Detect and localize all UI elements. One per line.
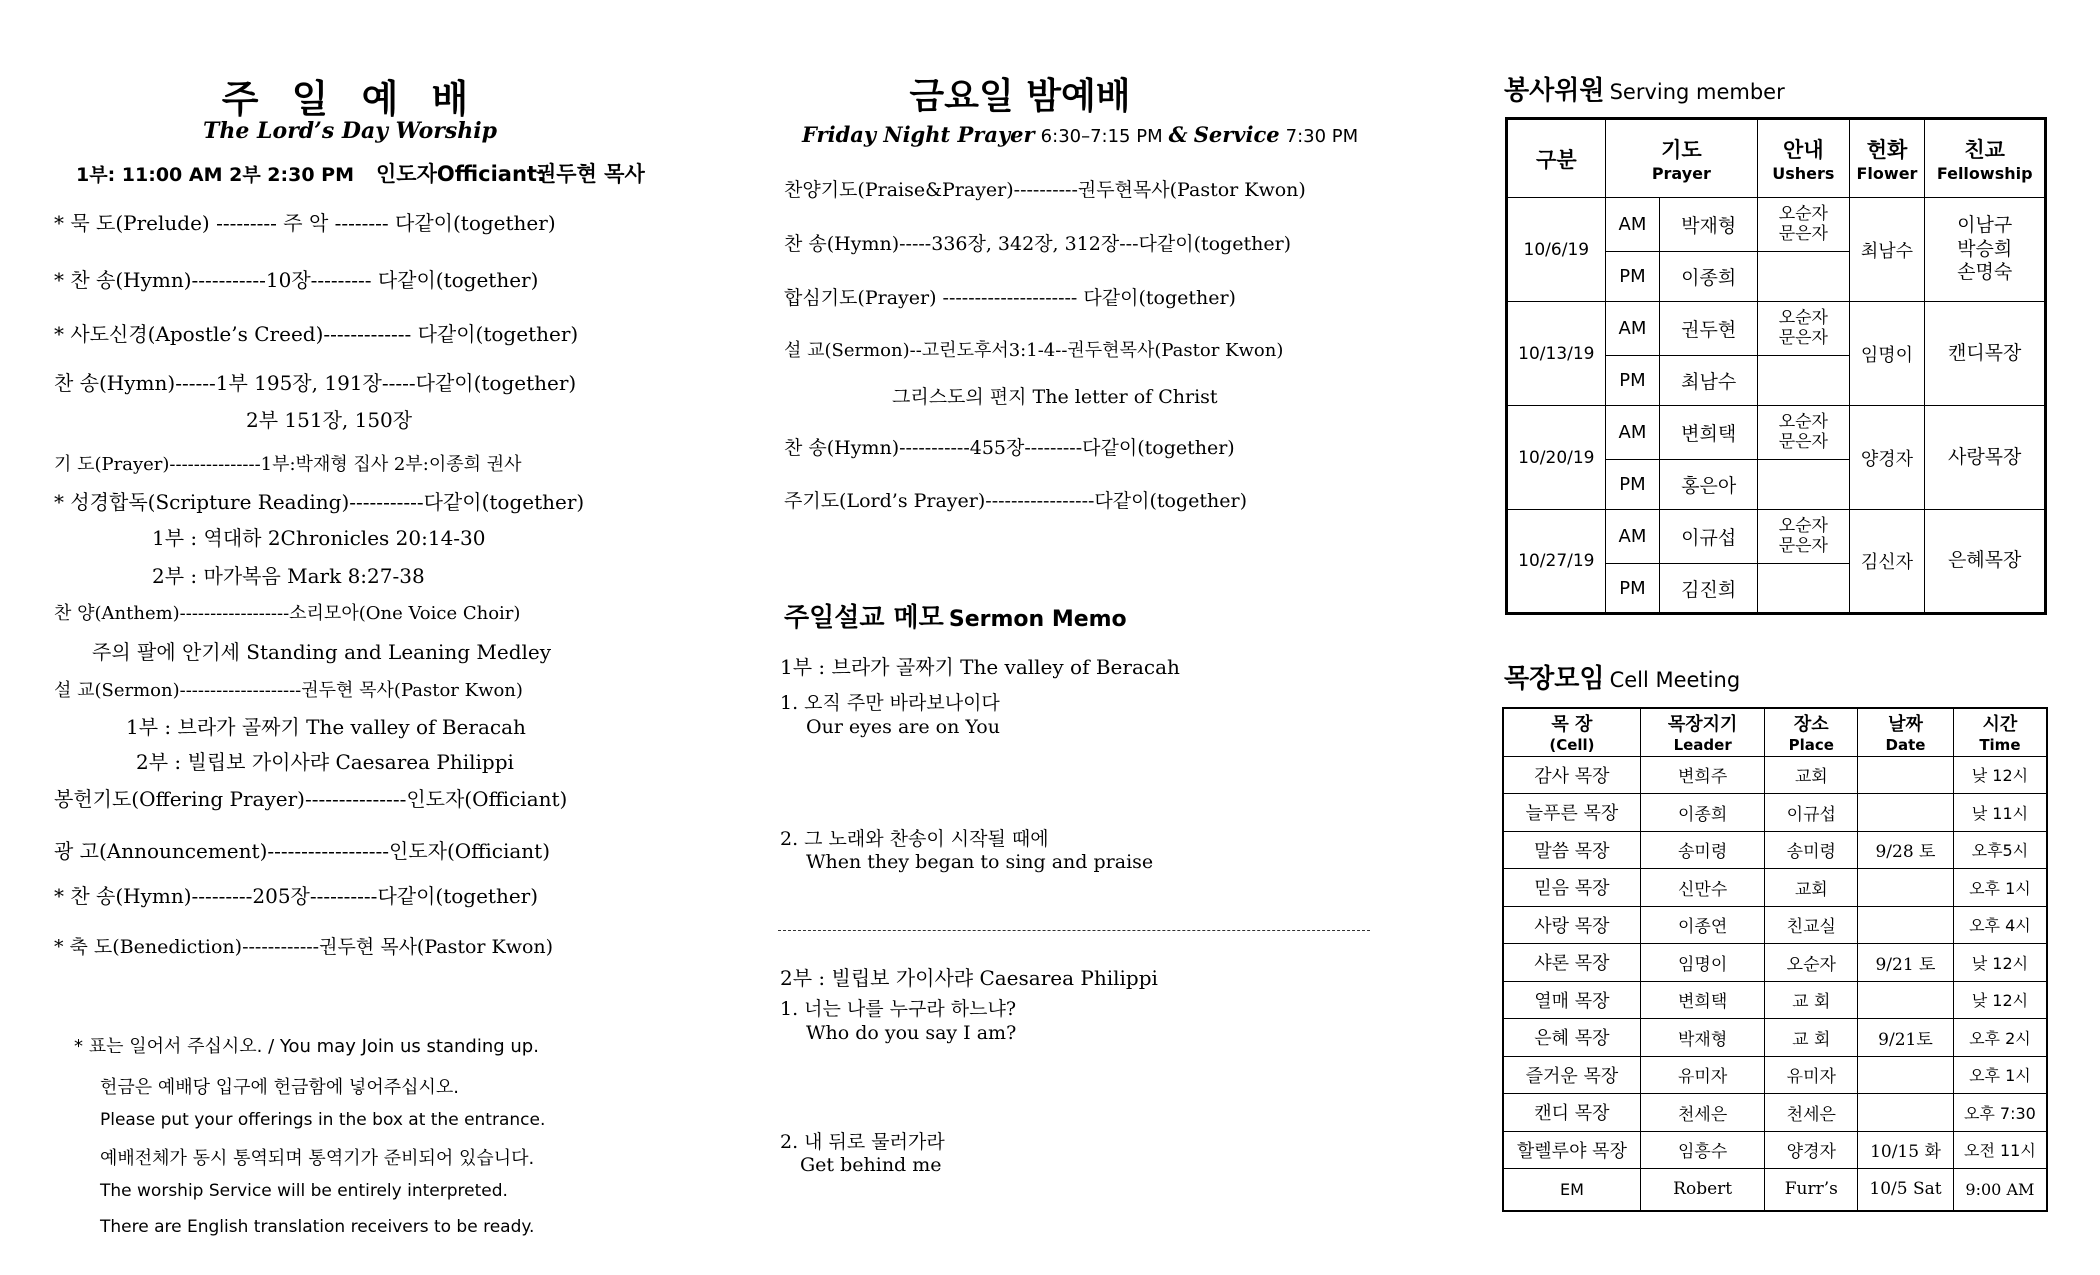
serving-row-am: [1507, 198, 2046, 252]
serving-pm-prayer: 김진희: [1660, 564, 1758, 614]
memo-divider: [778, 930, 1370, 931]
cell-header-cell-en: (Cell): [1549, 736, 1595, 755]
serving-am-label: AM: [1605, 510, 1660, 564]
service-times: 1부: 11:00 AM 2부 2:30 PM: [76, 164, 355, 186]
serving-header-ushers-ko: 안내: [1783, 138, 1824, 162]
serving-title-en: Serving member: [1609, 80, 1785, 104]
cell-date: [1858, 794, 1954, 832]
cell-leader: 변희주: [1640, 756, 1765, 794]
cell-header-cell-ko: 목 장: [1551, 714, 1593, 736]
serving-header-fellowship-ko: 친교: [1964, 138, 2005, 162]
friday-praise-prayer: 찬양기도(Praise&Prayer)----------권두현목사(Pastor Kwon): [784, 179, 1306, 201]
serving-pm-prayer: 홍은아: [1660, 460, 1758, 510]
cell-header-leader-ko: 목장지기: [1667, 714, 1738, 736]
cell-name: 믿음 목장: [1503, 869, 1640, 907]
cell-date: [1858, 981, 1954, 1019]
serving-row-am: [1507, 406, 2046, 460]
friday-hymn-2: 찬 송(Hymn)-----------455장---------다같이(together): [784, 437, 1235, 459]
cell-row: [1503, 869, 2047, 907]
friday-subtitle-prayer: Friday Night Prayer: [802, 122, 1035, 147]
cell-row: [1503, 1094, 2047, 1132]
cell-time: 오전 11시: [1953, 1131, 2047, 1169]
cell-header-place-ko: 장소: [1793, 714, 1829, 736]
serving-flower: 최남수: [1849, 198, 1925, 302]
order-offering-prayer: 봉헌기도(Offering Prayer)---------------인도자(Officiant): [54, 787, 568, 811]
cell-place: 유미자: [1765, 1056, 1858, 1094]
serving-header-ushers: [1758, 119, 1850, 198]
order-prelude: * 묵 도(Prelude) --------- 주 악 -------- 다같이(together): [54, 211, 556, 235]
serving-row-am: [1507, 510, 2046, 564]
serving-date: 10/13/19: [1507, 302, 1606, 406]
cell-time: 낮 12시: [1953, 756, 2047, 794]
cell-header-time-ko: 시간: [1982, 714, 2018, 736]
cell-header-cell: [1503, 708, 1640, 756]
cell-place: 교회: [1765, 869, 1858, 907]
serving-header-flower-en: Flower: [1856, 164, 1918, 183]
cell-leader: 이종연: [1640, 906, 1765, 944]
cell-header-date: [1858, 708, 1954, 756]
cell-name: 즐거운 목장: [1503, 1056, 1640, 1094]
note-offering-ko: 헌금은 예배당 입구에 헌금함에 넣어주십시오.: [100, 1077, 459, 1098]
order-anthem: 찬 양(Anthem)------------------소리모아(One Voice Choir): [54, 603, 521, 624]
friday-lords-prayer: 주기도(Lord’s Prayer)-----------------다같이(together): [784, 490, 1247, 512]
cell-row: [1503, 1131, 2047, 1169]
serving-flower: 임명이: [1849, 302, 1925, 406]
cell-header-date-ko: 날짜: [1888, 714, 1923, 736]
cell-place: 오순자: [1765, 944, 1858, 982]
order-announcement: 광 고(Announcement)------------------인도자(Officiant): [54, 839, 551, 863]
scripture-part1: 1부 : 역대하 2Chronicles 20:14-30: [152, 526, 486, 550]
serving-fellowship: 사랑목장: [1925, 406, 2046, 510]
cell-name: 은혜 목장: [1503, 1019, 1640, 1057]
cell-leader: 임흥수: [1640, 1131, 1765, 1169]
memo-part1-q1-en: Our eyes are on You: [806, 716, 1000, 738]
cell-date: [1858, 869, 1954, 907]
officiant-name: 권두현 목사: [536, 162, 645, 186]
serving-am-prayer: 박재형: [1660, 198, 1758, 252]
serving-header-fellowship: [1925, 119, 2046, 198]
cell-place: 이규섭: [1765, 794, 1858, 832]
memo-title-en: Sermon Memo: [948, 607, 1127, 632]
note-interpretation-ko: 예배전체가 동시 통역되며 통역기가 준비되어 있습니다.: [100, 1148, 535, 1169]
cell-place: 교회: [1765, 756, 1858, 794]
cell-date: [1858, 906, 1954, 944]
cell-place: 친교실: [1765, 906, 1858, 944]
sermon-part2: 2부 : 빌립보 가이사랴 Caesarea Philippi: [136, 750, 514, 774]
serving-ushers: 오순자 문은자: [1758, 302, 1850, 356]
serving-pm-label: PM: [1605, 564, 1660, 614]
cell-row: [1503, 944, 2047, 982]
cell-leader: 변희택: [1640, 981, 1765, 1019]
cell-time: 낮 12시: [1953, 981, 2047, 1019]
serving-date: 10/27/19: [1507, 510, 1606, 614]
friday-subtitle-service: Service: [1193, 122, 1280, 147]
cell-name: 할렐루야 목장: [1503, 1131, 1640, 1169]
serving-header-prayer-ko: 기도: [1661, 138, 1702, 162]
cell-time: 오후 1시: [1953, 869, 2047, 907]
cell-place: 양경자: [1765, 1131, 1858, 1169]
order-scripture-reading: * 성경합독(Scripture Reading)-----------다같이(together): [54, 490, 585, 514]
serving-pm-label: PM: [1605, 356, 1660, 406]
cell-row: [1503, 794, 2047, 832]
serving-header-row: [1507, 119, 2046, 198]
memo-part1: 1부 : 브라가 골짜기 The valley of Beracah: [780, 655, 1180, 679]
memo-heading: [784, 597, 1127, 634]
order-prayer: 기 도(Prayer)---------------1부:박재형 집사 2부:이종희 권사: [54, 454, 522, 475]
serving-fellowship: 이남구 박승희 손명숙: [1925, 198, 2046, 302]
cell-row: [1503, 1169, 2047, 1211]
cell-name: 열매 목장: [1503, 981, 1640, 1019]
serving-ushers-pm-empty: [1758, 564, 1850, 614]
anthem-title: 주의 팔에 안기세 Standing and Leaning Medley: [92, 640, 552, 664]
order-hymn-2: 찬 송(Hymn)------1부 195장, 191장-----다같이(together): [54, 371, 577, 395]
memo-part1-q2: 2. 그 노래와 찬송이 시작될 때에: [780, 828, 1049, 850]
serving-header-ushers-en: Ushers: [1772, 164, 1835, 183]
friday-united-prayer: 합심기도(Prayer) --------------------- 다같이(together): [784, 287, 1236, 309]
friday-service-time: 7:30 PM: [1285, 126, 1359, 147]
cell-row: [1503, 756, 2047, 794]
cell-time: 오후5시: [1953, 831, 2047, 869]
serving-header-flower: [1849, 119, 1925, 198]
cell-leader: 박재형: [1640, 1019, 1765, 1057]
serving-heading: [1504, 70, 1785, 107]
serving-table: [1505, 117, 2047, 615]
cell-time: 낮 11시: [1953, 794, 2047, 832]
serving-ushers: 오순자 문은자: [1758, 406, 1850, 460]
serving-am-label: AM: [1605, 302, 1660, 356]
order-sermon: 설 교(Sermon)--------------------권두현 목사(Pastor Kwon): [54, 680, 523, 701]
order-hymn-1: * 찬 송(Hymn)-----------10장--------- 다같이(together): [54, 268, 539, 292]
serving-header-prayer-en: Prayer: [1651, 164, 1711, 183]
serving-header-category: 구분: [1507, 119, 1606, 198]
cell-date: [1858, 1094, 1954, 1132]
cell-leader: 유미자: [1640, 1056, 1765, 1094]
cell-place: 교 회: [1765, 1019, 1858, 1057]
cell-time: 오후 7:30: [1953, 1094, 2047, 1132]
cell-date: [1858, 1056, 1954, 1094]
serving-header-flower-ko: 헌화: [1866, 138, 1908, 162]
cell-leader: 송미령: [1640, 831, 1765, 869]
cell-table: [1502, 707, 2048, 1212]
cell-header-place-en: Place: [1788, 736, 1834, 755]
cell-row: [1503, 906, 2047, 944]
serving-date: 10/6/19: [1507, 198, 1606, 302]
cell-date: [1858, 756, 1954, 794]
cell-name: 말씀 목장: [1503, 831, 1640, 869]
cell-title-en: Cell Meeting: [1609, 668, 1741, 692]
friday-sermon: 설 교(Sermon)--고린도후서3:1-4--권두현목사(Pastor Kwon): [784, 340, 1284, 361]
order-apostles-creed: * 사도신경(Apostle’s Creed)------------- 다같이(together): [54, 322, 579, 346]
sunday-subtitle: The Lord’s Day Worship: [203, 118, 497, 144]
serving-row-am: [1507, 302, 2046, 356]
cell-leader: 이종희: [1640, 794, 1765, 832]
order-hymn-3: * 찬 송(Hymn)---------205장----------다같이(together): [54, 884, 539, 908]
cell-place: 송미령: [1765, 831, 1858, 869]
note-receivers: There are English translation receivers to be ready.: [100, 1217, 535, 1237]
cell-title: 목장모임: [1504, 664, 1605, 694]
serving-ushers-pm-empty: [1758, 356, 1850, 406]
serving-ushers-pm-empty: [1758, 252, 1850, 302]
sunday-title: 주 일 예 배: [221, 77, 479, 121]
memo-part2-q1-en: Who do you say I am?: [806, 1022, 1017, 1044]
serving-pm-label: PM: [1605, 460, 1660, 510]
cell-header-date-en: Date: [1885, 736, 1926, 755]
friday-subtitle-amp: &: [1168, 122, 1188, 147]
serving-ushers: 오순자 문은자: [1758, 198, 1850, 252]
sermon-part1: 1부 : 브라가 골짜기 The valley of Beracah: [126, 715, 526, 739]
cell-place: 천세은: [1765, 1094, 1858, 1132]
cell-row: [1503, 831, 2047, 869]
serving-pm-prayer: 최남수: [1660, 356, 1758, 406]
memo-part2: 2부 : 빌립보 가이사랴 Caesarea Philippi: [780, 966, 1158, 990]
memo-part2-q2-en: Get behind me: [800, 1154, 942, 1176]
cell-place: Furr’s: [1765, 1169, 1858, 1211]
friday-title: 금요일 밤예배: [909, 76, 1131, 117]
cell-name: 감사 목장: [1503, 756, 1640, 794]
cell-heading: [1504, 658, 1740, 695]
cell-time: 오후 2시: [1953, 1019, 2047, 1057]
cell-header-time-en: Time: [1979, 736, 2021, 755]
serving-am-prayer: 권두현: [1660, 302, 1758, 356]
cell-table-body: [1503, 756, 2047, 1211]
order-hymn-2-part2: 2부 151장, 150장: [246, 408, 413, 432]
cell-time: 오후 4시: [1953, 906, 2047, 944]
serving-am-prayer: 이규섭: [1660, 510, 1758, 564]
serving-flower: 김신자: [1849, 510, 1925, 614]
serving-am-label: AM: [1605, 406, 1660, 460]
cell-date: 10/15 화: [1858, 1131, 1954, 1169]
cell-header-row: [1503, 708, 2047, 756]
friday-hymn-1: 찬 송(Hymn)-----336장, 342장, 312장---다같이(together): [784, 233, 1292, 255]
friday-subtitle: [802, 122, 1358, 147]
cell-row: [1503, 1019, 2047, 1057]
friday-sermon-title: 그리스도의 편지 The letter of Christ: [892, 386, 1218, 408]
cell-leader: 임명이: [1640, 944, 1765, 982]
memo-part2-q1: 1. 너는 나를 누구라 하느냐?: [780, 998, 1017, 1020]
memo-part2-q2: 2. 내 뒤로 물러가라: [780, 1131, 945, 1153]
cell-name: EM: [1503, 1169, 1640, 1211]
serving-fellowship: 캔디목장: [1925, 302, 2046, 406]
cell-date: 9/21토: [1858, 1019, 1954, 1057]
cell-header-place: [1765, 708, 1858, 756]
cell-name: 늘푸른 목장: [1503, 794, 1640, 832]
serving-pm-prayer: 이종희: [1660, 252, 1758, 302]
cell-leader: Robert: [1640, 1169, 1765, 1211]
cell-name: 사랑 목장: [1503, 906, 1640, 944]
memo-part1-q1: 1. 오직 주만 바라보나이다: [780, 692, 1000, 714]
serving-table-body: [1507, 198, 2046, 614]
cell-time: 9:00 AM: [1953, 1169, 2047, 1211]
serving-am-label: AM: [1605, 198, 1660, 252]
cell-date: 9/28 토: [1858, 831, 1954, 869]
serving-header-fellowship-en: Fellowship: [1936, 164, 2033, 183]
memo-title: 주일설교 메모: [784, 603, 944, 633]
serving-fellowship: 은혜목장: [1925, 510, 2046, 614]
cell-row: [1503, 981, 2047, 1019]
serving-header-prayer: [1605, 119, 1757, 198]
serving-flower: 양경자: [1849, 406, 1925, 510]
serving-pm-label: PM: [1605, 252, 1660, 302]
cell-header-leader: [1640, 708, 1765, 756]
note-interpretation-en: The worship Service will be entirely interpreted.: [100, 1181, 508, 1201]
cell-date: 9/21 토: [1858, 944, 1954, 982]
friday-prayer-time: 6:30–7:15 PM: [1040, 126, 1163, 147]
officiant-label: 인도자Officiant:: [376, 162, 546, 186]
cell-time: 오후 1시: [1953, 1056, 2047, 1094]
order-benediction: * 축 도(Benediction)------------권두현 목사(Pastor Kwon): [54, 936, 554, 958]
cell-date: 10/5 Sat: [1858, 1169, 1954, 1211]
cell-name: 캔디 목장: [1503, 1094, 1640, 1132]
serving-ushers: 오순자 문은자: [1758, 510, 1850, 564]
cell-leader: 천세은: [1640, 1094, 1765, 1132]
memo-part1-q2-en: When they began to sing and praise: [806, 851, 1154, 873]
cell-place: 교 회: [1765, 981, 1858, 1019]
serving-ushers-pm-empty: [1758, 460, 1850, 510]
scripture-part2: 2부 : 마가복음 Mark 8:27-38: [152, 564, 425, 588]
cell-header-leader-en: Leader: [1673, 736, 1732, 755]
note-offering-en: Please put your offerings in the box at the entrance.: [100, 1110, 546, 1130]
note-standing: * 표는 일어서 주십시오. / You may Join us standing up.: [74, 1036, 539, 1057]
serving-title: 봉사위원: [1504, 76, 1605, 106]
cell-time: 낮 12시: [1953, 944, 2047, 982]
cell-leader: 신만수: [1640, 869, 1765, 907]
cell-name: 샤론 목장: [1503, 944, 1640, 982]
cell-row: [1503, 1056, 2047, 1094]
serving-date: 10/20/19: [1507, 406, 1606, 510]
cell-header-time: [1953, 708, 2047, 756]
serving-am-prayer: 변희택: [1660, 406, 1758, 460]
